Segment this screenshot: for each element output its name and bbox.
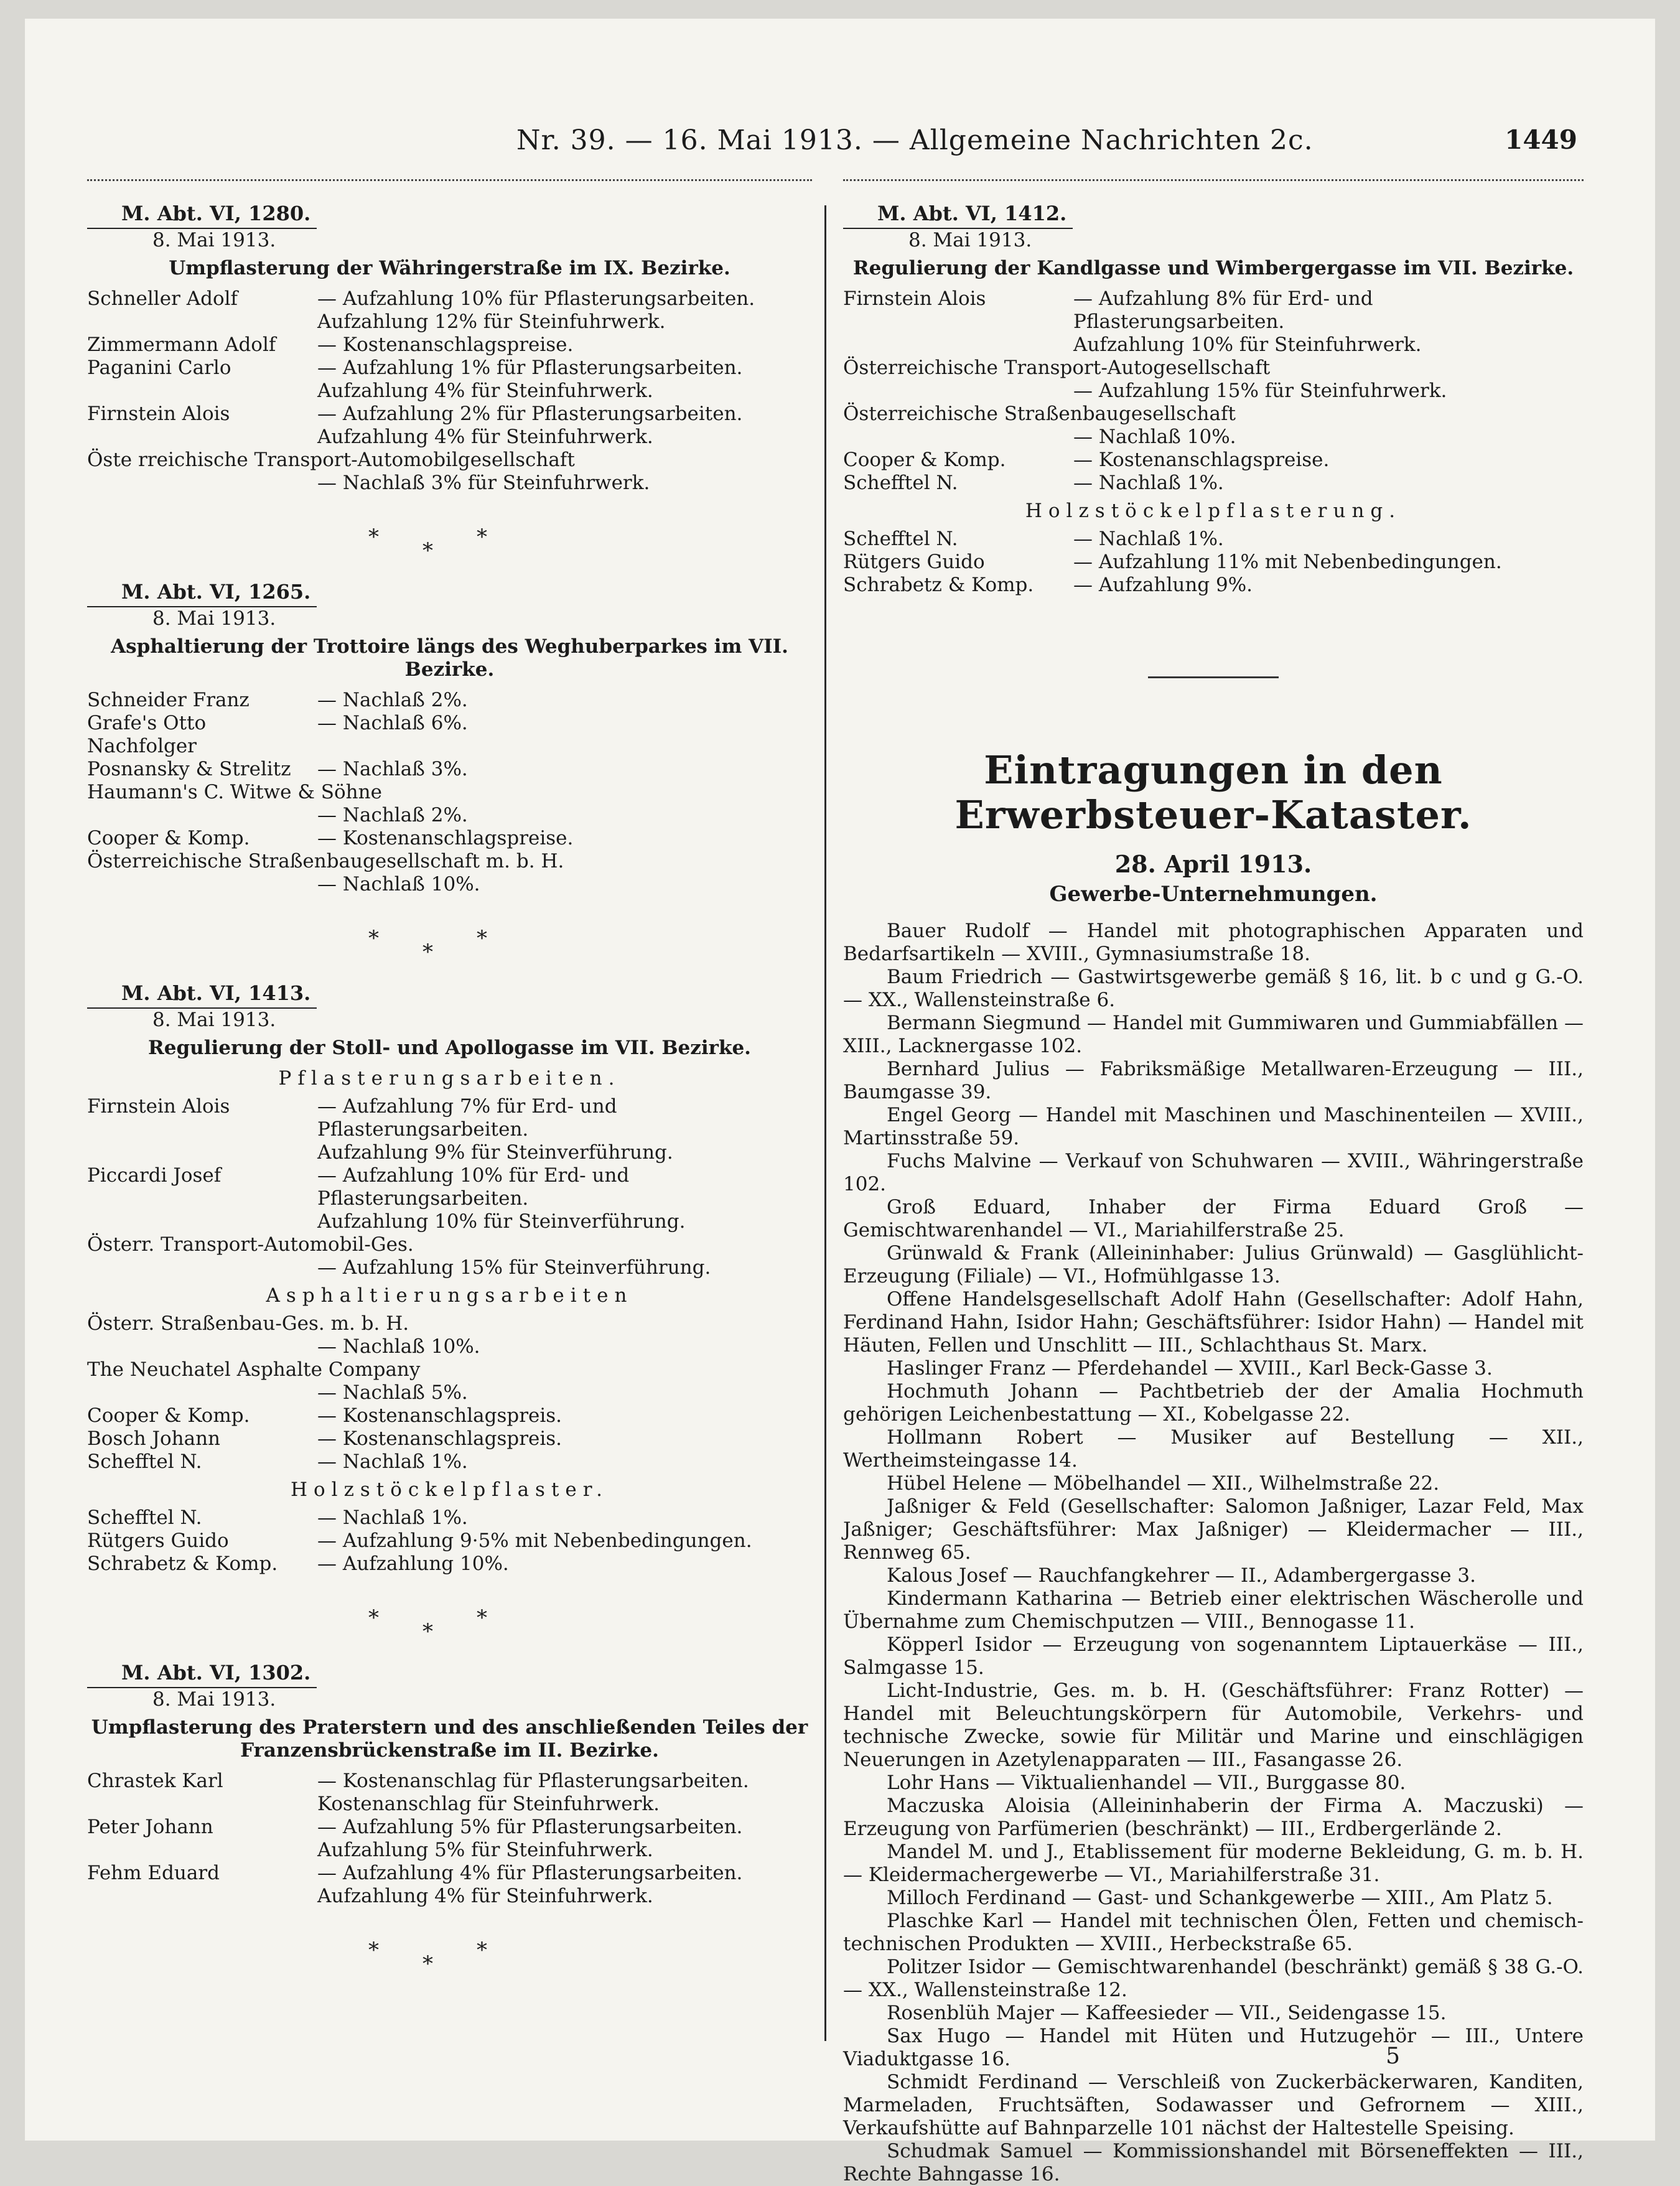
- register-date: 28. April 1913.: [1114, 850, 1312, 878]
- section-date: 8. Mai 1913.: [908, 229, 1032, 251]
- bid-terms: Aufzahlung 4% für Steinfuhrwerk.: [317, 426, 653, 448]
- register-entry: Rosenblüh Majer — Kaffeesieder — VII., Seidengasse 15.: [887, 2002, 1447, 2024]
- bidder-name-full: Österreichische Straßenbaugesellschaft: [843, 403, 1236, 425]
- section-number: M. Abt. VI, 1412.: [843, 202, 1073, 229]
- bidder-name: [87, 426, 317, 449]
- bid-row: [87, 1506, 812, 1530]
- bid-terms: — Aufzahlung 9·5% mit Nebenbedingungen.: [317, 1530, 752, 1552]
- bid-terms: — Nachlaß 1%.: [317, 1450, 468, 1473]
- right-column: [843, 202, 1584, 2186]
- folio-number: 5: [1386, 2044, 1400, 2069]
- bidder-name: [87, 1210, 317, 1233]
- section-date: 8. Mai 1913.: [152, 1688, 276, 1711]
- bidder-name: [87, 472, 317, 495]
- bid-terms: — Nachlaß 10%.: [317, 1335, 480, 1358]
- bid-row: [843, 472, 1584, 495]
- bid-row: [87, 1530, 812, 1553]
- section-separator-stars: ***: [368, 926, 531, 965]
- register-entry: Bermann Siegmund — Handel mit Gummiwaren und Gummiabfällen — XIII., Lacknergasse 102.: [843, 1012, 1584, 1057]
- register-entry: Bernhard Julius — Fabriksmäßige Metallwaren-Erzeugung — III., Baumgasse 39.: [843, 1058, 1584, 1103]
- running-header: [25, 124, 1655, 162]
- bid-terms: — Nachlaß 5%.: [317, 1381, 468, 1404]
- section-title: Umpflasterung des Praterstern und des anschließenden Teiles der Franzensbrückenstraße im II. Bezirke.: [91, 1716, 808, 1762]
- bid-terms: — Nachlaß 10%.: [317, 873, 480, 895]
- register-entry: Mandel M. und J., Etablissement für moderne Bekleidung, G. m. b. H. — Kleidermachergewerbe — VI., Mariahilferstraße 31.: [843, 1841, 1584, 1886]
- bid-terms: — Aufzahlung 1% für Pflasterungsarbeiten.: [317, 357, 743, 379]
- bidder-name-full: Öste rreichische Transport-Automobilgesellschaft: [87, 449, 575, 471]
- bid-row: [87, 1381, 812, 1404]
- register-entry: Schmidt Ferdinand — Verschleiß von Zuckerbäckerwaren, Kanditen, Marmeladen, Fruchtsäften, Sodawasser und Gefrornem — XIII., Verkaufshütte auf Bahnparzelle 101 nächst der Haltestelle Speising.: [843, 2071, 1584, 2139]
- bid-terms: — Aufzahlung 11% mit Nebenbedingungen.: [1073, 551, 1502, 573]
- bidder-name: [87, 804, 317, 827]
- bidder-name: Cooper & Komp.: [87, 1404, 250, 1427]
- bid-terms: — Aufzahlung 7% für Erd- und Pflasterungsarbeiten.: [317, 1095, 617, 1141]
- bid-row: [87, 1885, 812, 1908]
- bid-row: [87, 1095, 812, 1141]
- bidder-name-full: Österreichische Straßenbaugesellschaft m. b. H.: [87, 850, 564, 872]
- bid-row: [87, 380, 812, 403]
- bid-terms: — Aufzahlung 10% für Erd- und Pflasterungsarbeiten.: [317, 1164, 630, 1210]
- bidder-name: [87, 1793, 317, 1816]
- wavy-rule-right: [843, 168, 1584, 181]
- bid-row: [87, 1450, 812, 1474]
- bid-row: [87, 804, 812, 827]
- register-entry: Licht-Industrie, Ges. m. b. H. (Geschäftsführer: Franz Rotter) — Handel mit Beleuchtungskörpern für Automobile, Verkehrs- und technische Zwecke, sowie für Militär und Marine und einschlägigen Neuerungen in Azetylenapparaten — III., Fasangasse 26.: [843, 1679, 1584, 1771]
- bidder-name: [87, 311, 317, 334]
- register-entry: Lohr Hans — Viktualienhandel — VII., Burggasse 80.: [887, 1772, 1406, 1794]
- bid-terms: — Kostenanschlagspreise.: [317, 334, 574, 356]
- bidder-name: Schefftel N.: [87, 1506, 202, 1529]
- bid-row: [87, 689, 812, 712]
- bidder-name: [87, 1335, 317, 1358]
- register-entry: Kalous Josef — Rauchfangkehrer — II., Adambergergasse 3.: [887, 1564, 1476, 1587]
- bidder-name: [87, 1381, 317, 1404]
- bid-row: [843, 380, 1584, 403]
- bid-terms: Aufzahlung 4% für Steinfuhrwerk.: [317, 1885, 653, 1907]
- bidder-name: [87, 1141, 317, 1164]
- column-divider: [824, 205, 826, 2041]
- bid-row: [87, 287, 812, 311]
- section-title: Regulierung der Kandlgasse und Wimbergergasse im VII. Bezirke.: [852, 257, 1574, 279]
- bid-row: [87, 1404, 812, 1427]
- bid-row: [87, 1816, 812, 1839]
- register-entry: Hollmann Robert — Musiker auf Bestellung — XII., Wertheimsteingasse 14.: [843, 1426, 1584, 1472]
- bidder-name: [843, 426, 1073, 449]
- bid-terms: — Aufzahlung 10%.: [317, 1553, 509, 1575]
- section-separator-stars: ***: [368, 1938, 531, 1976]
- bid-terms: — Aufzahlung 4% für Pflasterungsarbeiten.: [317, 1862, 743, 1884]
- register-entry: Baum Friedrich — Gastwirtsgewerbe gemäß § 16, lit. b c und g G.-O. — XX., Wallensteinstraße 6.: [843, 966, 1584, 1011]
- register-entry: Kindermann Katharina — Betrieb einer elektrischen Wäscherolle und Übernahme zum Chemischputzen — VIII., Bennogasse 11.: [843, 1587, 1584, 1633]
- bid-terms: Aufzahlung 10% für Steinfuhrwerk.: [1073, 334, 1422, 356]
- bidder-name: Zimmermann Adolf: [87, 334, 276, 356]
- bid-row: [87, 1553, 812, 1576]
- bid-row: [843, 449, 1584, 472]
- bidder-name: Paganini Carlo: [87, 357, 231, 379]
- bidder-name: Schneller Adolf: [87, 287, 238, 310]
- section-number: M. Abt. VI, 1413.: [87, 982, 317, 1009]
- bid-row: [87, 1210, 812, 1233]
- bidder-name: Rütgers Guido: [87, 1530, 229, 1552]
- wavy-rule-left: [87, 168, 812, 181]
- register-entry: Engel Georg — Handel mit Maschinen und Maschinenteilen — XVIII., Martinsstraße 59.: [843, 1104, 1584, 1149]
- bid-terms: Aufzahlung 4% für Steinfuhrwerk.: [317, 380, 653, 402]
- bid-terms: — Kostenanschlagspreise.: [317, 827, 574, 849]
- register-entry: Schudmak Samuel — Kommissionshandel mit Börseneffekten — III., Rechte Bahngasse 16.: [843, 2140, 1584, 2185]
- bid-terms: — Aufzahlung 15% für Steinverführung.: [317, 1256, 711, 1279]
- register-entry: Sax Hugo — Handel mit Hüten und Hutzugehör — III., Untere Viaduktgasse 16.: [843, 2025, 1584, 2070]
- award-section-header: [87, 1661, 812, 1688]
- bid-row: [87, 827, 812, 850]
- register-entry: Groß Eduard, Inhaber der Firma Eduard Groß — Gemischtwarenhandel — VI., Mariahilferstraße 25.: [843, 1196, 1584, 1241]
- section-date: 8. Mai 1913.: [152, 229, 276, 251]
- bidder-name-full: Österr. Straßenbau-Ges. m. b. H.: [87, 1312, 409, 1335]
- bid-terms: Aufzahlung 12% für Steinfuhrwerk.: [317, 311, 666, 333]
- bid-row: [87, 1335, 812, 1358]
- bidder-name: [87, 873, 317, 896]
- bid-row: [87, 1862, 812, 1885]
- register-entry: Maczuska Aloisia (Alleininhaberin der Firma A. Maczuski) — Erzeugung von Parfümerien (beschränkt) — III., Erdbergerlände 2.: [843, 1795, 1584, 1840]
- bid-row: [87, 311, 812, 334]
- register-entry: Politzer Isidor — Gemischtwarenhandel (beschränkt) gemäß § 38 G.-O. — XX., Wallensteinstraße 12.: [843, 1956, 1584, 2001]
- bidder-name: Rütgers Guido: [843, 551, 985, 573]
- award-section-header: [843, 202, 1584, 229]
- bid-row: [87, 1164, 812, 1210]
- bid-row: [843, 574, 1584, 597]
- bid-terms: — Aufzahlung 2% für Pflasterungsarbeiten.: [317, 403, 743, 425]
- bid-row: [87, 712, 812, 758]
- section-date: 8. Mai 1913.: [152, 1009, 276, 1031]
- bidder-name: Firnstein Alois: [87, 1095, 230, 1118]
- section-date: 8. Mai 1913.: [152, 607, 276, 630]
- register-entry: Jaßniger & Feld (Gesellschafter: Salomon Jaßniger, Lazar Feld, Max Jaßniger; Geschäftsführer: Max Jaßniger) — Kleidermacher — III., Rennweg 65.: [843, 1495, 1584, 1564]
- bidder-name: Schefftel N.: [843, 472, 958, 494]
- bid-terms: — Nachlaß 1%.: [317, 1506, 468, 1529]
- bid-terms: — Nachlaß 1%.: [1073, 472, 1224, 494]
- register-entry: Grünwald & Frank (Alleininhaber: Julius Grünwald) — Gasglühlicht-Erzeugung (Filiale) — VI., Hofmühlgasse 13.: [843, 1242, 1584, 1287]
- register-entry: Plaschke Karl — Handel mit technischen Ölen, Fetten und chemisch-technischen Produkten — XVIII., Herbeckstraße 65.: [843, 1910, 1584, 1955]
- bid-terms: — Nachlaß 2%.: [317, 804, 468, 826]
- bidder-name: [843, 380, 1073, 403]
- bid-terms: — Kostenanschlagspreis.: [317, 1404, 562, 1427]
- register-title: Eintragungen in den Erwerbsteuer-Kataster.: [954, 747, 1472, 838]
- bid-row: [87, 1256, 812, 1279]
- section-title: Umpflasterung der Währingerstraße im IX. Bezirke.: [169, 257, 730, 279]
- bid-row: [843, 551, 1584, 574]
- register-entry: Offene Handelsgesellschaft Adolf Hahn (Gesellschafter: Adolf Hahn, Ferdinand Hahn, Isidor Hahn; Geschäftsführer: Isidor Hahn) — Handel mit Häuten, Fellen und Unschlitt — III., Schlachthaus St. Marx.: [843, 1288, 1584, 1357]
- bid-terms: Aufzahlung 10% für Steinverführung.: [317, 1210, 686, 1233]
- section-number: M. Abt. VI, 1280.: [87, 202, 317, 229]
- bid-row: [843, 426, 1584, 449]
- register-subtitle: Gewerbe-Unternehmungen.: [1049, 882, 1378, 907]
- bidder-name: Fehm Eduard: [87, 1862, 220, 1884]
- bid-row: [87, 426, 812, 449]
- register-entry: Hochmuth Johann — Pachtbetrieb der der Amalia Hochmuth gehörigen Leichenbestattung — XI., Kobelgasse 22.: [843, 1380, 1584, 1426]
- bid-row: [843, 287, 1584, 334]
- bid-terms: — Nachlaß 2%.: [317, 689, 468, 711]
- bidder-name-full: Österr. Transport-Automobil-Ges.: [87, 1233, 414, 1256]
- bidder-name: [843, 334, 1073, 357]
- bid-row: [87, 357, 812, 380]
- bid-row: [87, 334, 812, 357]
- bid-row: [87, 873, 812, 896]
- bid-row: [87, 472, 812, 495]
- work-category: Pflasterungsarbeiten.: [278, 1067, 621, 1090]
- work-category: Holzstöckelpflasterung.: [1025, 500, 1402, 522]
- register-entry: Bauer Rudolf — Handel mit photographischen Apparaten und Bedarfsartikeln — XVIII., Gymnasiumstraße 18.: [843, 920, 1584, 965]
- bid-row: [87, 1793, 812, 1816]
- newspaper-page: [25, 19, 1655, 2185]
- bid-terms: — Nachlaß 3%.: [317, 758, 468, 780]
- bid-row: [87, 1427, 812, 1450]
- register-entry: Hübel Helene — Möbelhandel — XII., Wilhelmstraße 22.: [887, 1472, 1440, 1495]
- bidder-name-full: Haumann's C. Witwe & Söhne: [87, 781, 382, 803]
- section-number: M. Abt. VI, 1302.: [87, 1661, 317, 1688]
- section-title: Regulierung der Stoll- und Apollogasse im VII. Bezirke.: [148, 1037, 751, 1059]
- award-section-header: [87, 202, 812, 229]
- bid-terms: Kostenanschlag für Steinfuhrwerk.: [317, 1793, 660, 1815]
- register-entries: [843, 920, 1584, 2186]
- bid-terms: — Aufzahlung 8% für Erd- und Pflasterungsarbeiten.: [1073, 287, 1373, 333]
- bid-row: [87, 403, 812, 426]
- bidder-name-full: The Neuchatel Asphalte Company: [87, 1358, 421, 1381]
- bidder-name: [87, 380, 317, 403]
- register-entry: Milloch Ferdinand — Gast- und Schankgewerbe — XIII., Am Platz 5.: [887, 1887, 1553, 1909]
- award-section-header: [87, 982, 812, 1009]
- bidder-name-full: Österreichische Transport-Autogesellschaft: [843, 357, 1271, 379]
- bid-row: [87, 1770, 812, 1793]
- bid-terms: — Kostenanschlag für Pflasterungsarbeiten.: [317, 1770, 749, 1792]
- bidder-name: Cooper & Komp.: [87, 827, 250, 849]
- register-entry: Fuchs Malvine — Verkauf von Schuhwaren — XVIII., Währingerstraße 102.: [843, 1150, 1584, 1195]
- bidder-name: Firnstein Alois: [87, 403, 230, 425]
- bid-terms: Aufzahlung 9% für Steinverführung.: [317, 1141, 673, 1164]
- work-category: Holzstöckelpflaster.: [290, 1478, 609, 1501]
- bidder-name: Chrastek Karl: [87, 1770, 223, 1792]
- bid-terms: — Nachlaß 3% für Steinfuhrwerk.: [317, 472, 650, 494]
- bidder-name: Posnansky & Strelitz: [87, 758, 291, 780]
- bidder-name: [87, 1885, 317, 1908]
- bid-terms: — Kostenanschlagspreis.: [317, 1427, 562, 1450]
- section-separator-stars: ***: [368, 1605, 531, 1644]
- bid-row: [87, 758, 812, 781]
- bidder-name: Schrabetz & Komp.: [843, 574, 1034, 596]
- separator-rule: [1148, 676, 1279, 678]
- bidder-name: Schrabetz & Komp.: [87, 1553, 278, 1575]
- bidder-name: Schefftel N.: [843, 528, 958, 550]
- bid-row: [843, 528, 1584, 551]
- work-category: Asphaltierungsarbeiten: [266, 1284, 633, 1307]
- bid-row: [87, 1839, 812, 1862]
- bidder-name: [87, 1256, 317, 1279]
- bid-row: [87, 1141, 812, 1164]
- bid-terms: Aufzahlung 5% für Steinfuhrwerk.: [317, 1839, 653, 1861]
- bidder-name: Schneider Franz: [87, 689, 250, 711]
- register-entry: Haslinger Franz — Pferdehandel — XVIII., Karl Beck-Gasse 3.: [887, 1357, 1493, 1380]
- bid-terms: — Nachlaß 6%.: [317, 712, 468, 734]
- bidder-name: Grafe's Otto Nachfolger: [87, 712, 207, 757]
- bidder-name: Schefftel N.: [87, 1450, 202, 1473]
- bid-row: [843, 334, 1584, 357]
- section-separator-stars: ***: [368, 525, 531, 563]
- bid-terms: — Nachlaß 1%.: [1073, 528, 1224, 550]
- bid-terms: — Aufzahlung 5% für Pflasterungsarbeiten.: [317, 1816, 743, 1838]
- bid-terms: — Aufzahlung 9%.: [1073, 574, 1253, 596]
- bidder-name: Piccardi Josef: [87, 1164, 222, 1187]
- award-section-header: [87, 581, 812, 607]
- bid-terms: — Kostenanschlagspreise.: [1073, 449, 1330, 471]
- bidder-name: Firnstein Alois: [843, 287, 986, 310]
- section-title: Asphaltierung der Trottoire längs des Weghuberparkes im VII. Bezirke.: [111, 635, 788, 681]
- bid-terms: — Aufzahlung 10% für Pflasterungsarbeiten.: [317, 287, 755, 310]
- bidder-name: Peter Johann: [87, 1816, 213, 1838]
- bid-terms: — Aufzahlung 15% für Steinfuhrwerk.: [1073, 380, 1447, 402]
- header-title: Nr. 39. — 16. Mai 1913. — Allgemeine Nachrichten 2c.: [516, 124, 1314, 156]
- bidder-name: [87, 1839, 317, 1862]
- bid-terms: — Nachlaß 10%.: [1073, 426, 1236, 448]
- bidder-name: Cooper & Komp.: [843, 449, 1006, 471]
- register-entry: Köpperl Isidor — Erzeugung von sogenanntem Liptauerkäse — III., Salmgasse 15.: [843, 1633, 1584, 1679]
- left-column: [87, 202, 812, 1994]
- page-number: 1449: [1505, 124, 1577, 155]
- section-number: M. Abt. VI, 1265.: [87, 581, 317, 607]
- bidder-name: Bosch Johann: [87, 1427, 221, 1450]
